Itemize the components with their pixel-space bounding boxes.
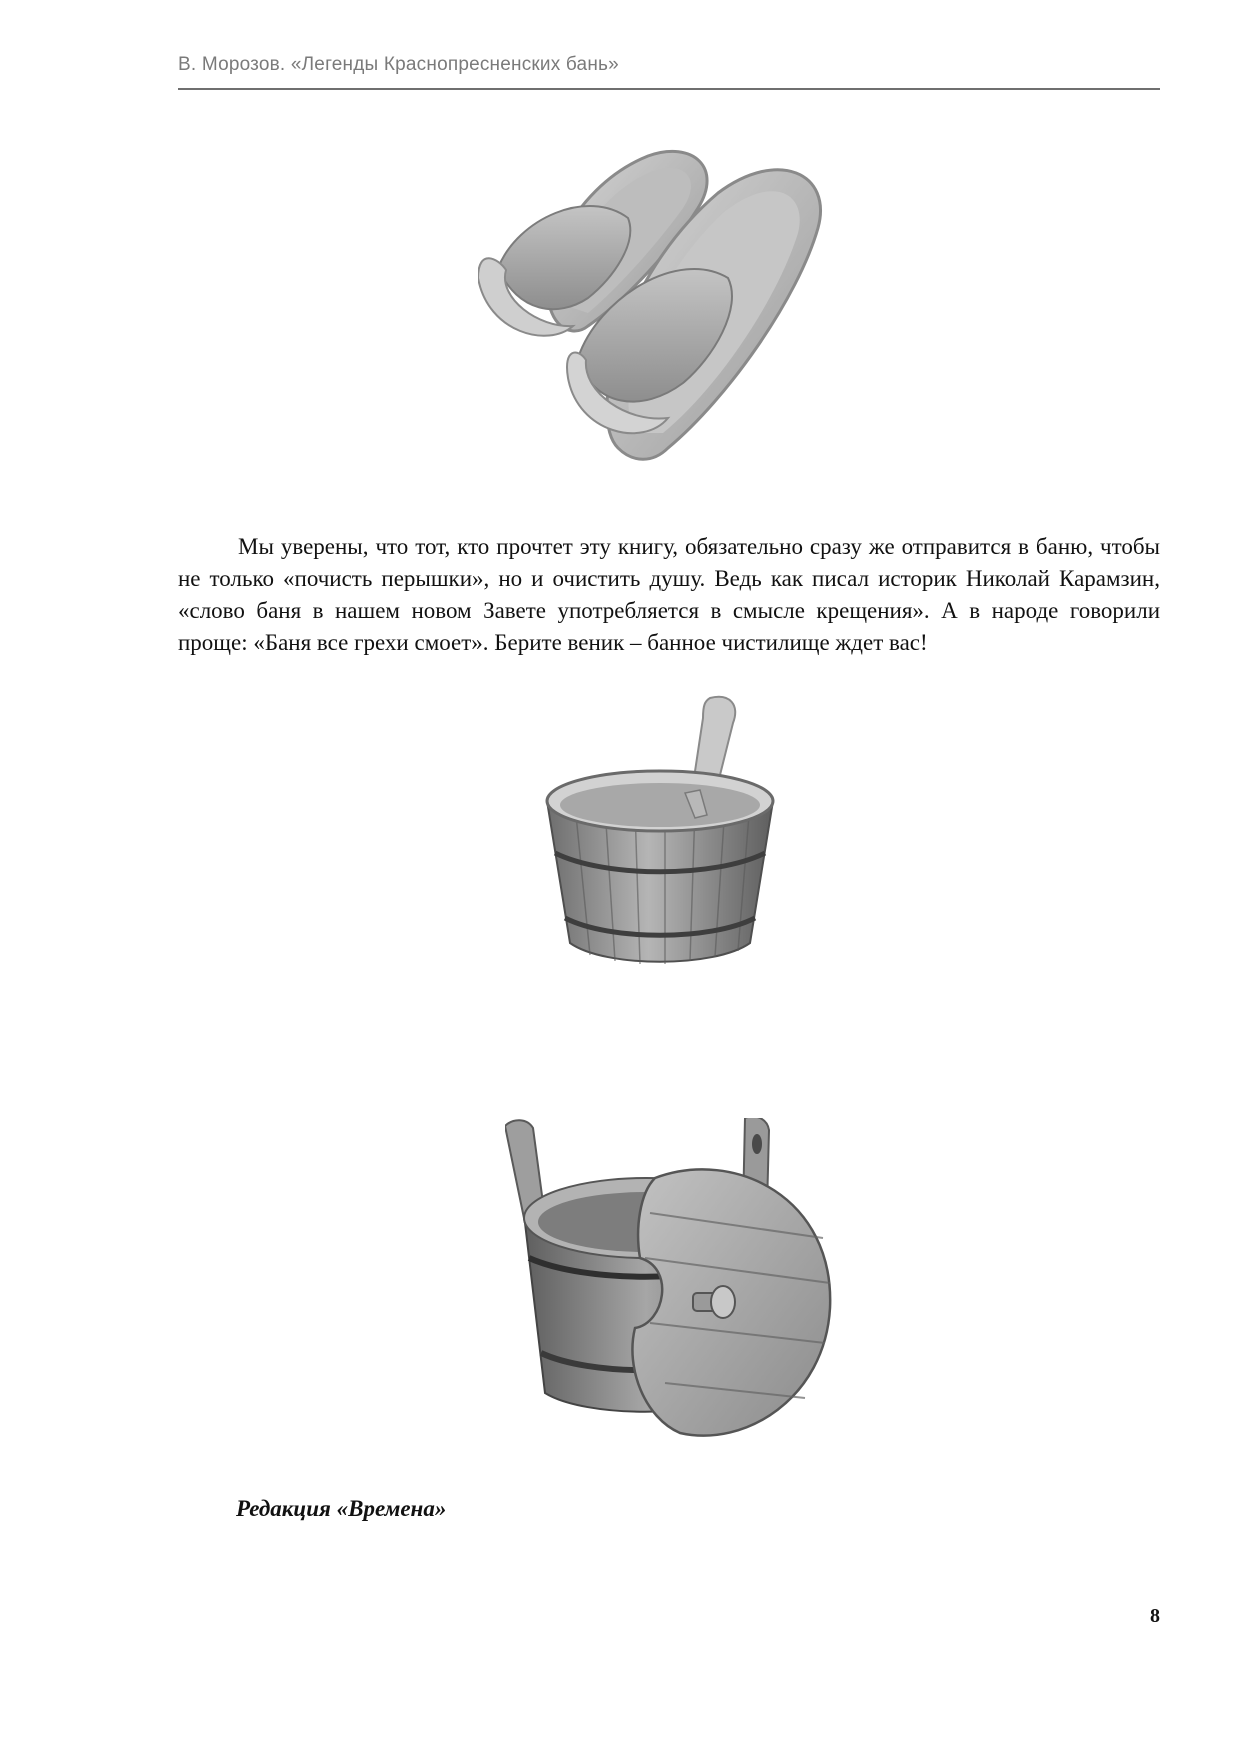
slippers-icon	[478, 148, 838, 486]
bucket-lid-icon	[505, 1118, 835, 1458]
page-number: 8	[1150, 1605, 1160, 1627]
sauna-tub-icon	[535, 693, 785, 993]
editorial-signature: Редакция «Времена»	[236, 1496, 447, 1521]
running-header: В. Морозов. «Легенды Краснопресненских бань»	[178, 54, 619, 75]
body-paragraph: Мы уверены, что тот, кто прочтет эту книгу, обязательно сразу же отправится в баню, чтобы не только «почисть перышки», но и очистить душу. Ведь как писал историк Николай Карамзин, «слово баня в нашем новом Завете употребляется в смысле крещения». А в народе говорили проще: «Баня все грехи смоет». Берите веник – банное чистилище ждет вас!	[178, 534, 1160, 655]
header-divider	[178, 88, 1160, 90]
